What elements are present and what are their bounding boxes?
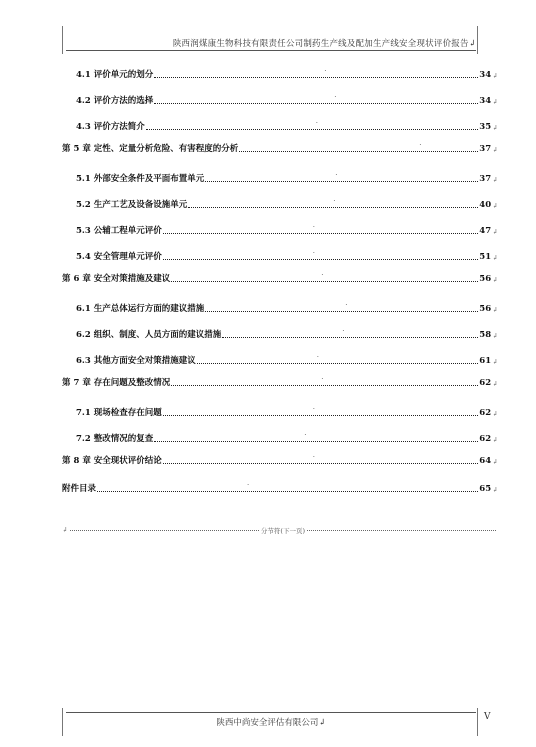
toc-entry-title: 5.3 公辅工程单元评价 xyxy=(76,226,162,236)
toc-leader-mark: · xyxy=(324,67,327,75)
toc-leader-dots xyxy=(154,67,478,78)
toc-leader-mark: · xyxy=(312,223,315,231)
toc-leader-dots xyxy=(197,353,479,364)
toc-entry-page: 65 xyxy=(479,484,492,494)
toc-entry[interactable] xyxy=(62,170,498,184)
toc-leader-mark: · xyxy=(334,93,337,101)
toc-entry[interactable] xyxy=(62,196,498,210)
toc-leader-dots xyxy=(188,197,478,208)
toc-entry-mark: ↲ xyxy=(492,254,498,262)
toc-leader-dots xyxy=(154,93,478,104)
toc-entry-page: 61 xyxy=(479,356,492,366)
toc-entry-page: 62 xyxy=(479,378,492,388)
section-break xyxy=(62,525,498,535)
toc-entry[interactable] xyxy=(62,404,498,418)
toc-entry-title: 7.1 现场检查存在问题 xyxy=(76,408,162,418)
toc-entry-title: 4.2 评价方法的选择 xyxy=(76,96,154,106)
toc-entry-mark: ↲ xyxy=(492,410,498,418)
toc-entry[interactable] xyxy=(62,270,498,284)
toc-leader-mark: · xyxy=(247,481,250,489)
toc-entry-mark: ↲ xyxy=(492,380,498,388)
toc-entry-mark: ↲ xyxy=(492,358,498,366)
toc-entry-title: 4.1 评价单元的划分 xyxy=(76,70,154,80)
toc-leader-dots xyxy=(163,223,479,234)
toc-leader-dots xyxy=(146,119,479,130)
header-mark: ↲ xyxy=(468,39,476,49)
toc-entry-mark: ↲ xyxy=(492,98,498,106)
footer-corner-left xyxy=(62,708,63,736)
toc-entry-title: 6.2 组织、制度、人员方面的建议措施 xyxy=(76,330,222,340)
toc-leader-mark: · xyxy=(304,431,307,439)
page-number: V xyxy=(484,712,491,722)
toc-entry-page: 37 xyxy=(479,144,492,154)
toc-entry-mark: ↲ xyxy=(492,436,498,444)
toc-entry-mark: ↲ xyxy=(492,202,498,210)
toc-entry[interactable] xyxy=(62,92,498,106)
header-corner-left xyxy=(62,26,63,54)
section-break-label: 分节符(下一页) xyxy=(260,526,305,535)
toc-entry-page: 35 xyxy=(479,122,492,132)
toc-entry-title: 第 8 章 安全现状评价结论 xyxy=(62,456,162,466)
toc-entry[interactable] xyxy=(62,452,498,466)
toc-entry-mark: ↲ xyxy=(492,124,498,132)
toc-leader-dots xyxy=(171,271,478,282)
header-corner-right xyxy=(477,26,478,54)
toc-leader-mark: · xyxy=(335,171,338,179)
toc-leader-dots xyxy=(163,453,478,464)
toc-entry-page: 62 xyxy=(479,434,492,444)
toc-entry-title: 5.2 生产工艺及设备设施单元 xyxy=(76,200,188,210)
section-break-line-right xyxy=(307,529,496,531)
toc-entry-mark: ↲ xyxy=(492,146,498,154)
toc-entry-title: 6.1 生产总体运行方面的建议措施 xyxy=(76,304,205,314)
toc-entry-title: 第 6 章 安全对策措施及建议 xyxy=(62,274,171,284)
toc-leader-dots xyxy=(239,141,478,152)
toc-entry-page: 51 xyxy=(479,252,492,262)
toc-leader-mark: · xyxy=(342,327,345,335)
toc-entry[interactable] xyxy=(62,480,498,494)
toc-entry-page: 62 xyxy=(479,408,492,418)
section-break-line-left xyxy=(70,529,259,531)
toc-entry[interactable] xyxy=(62,248,498,262)
toc-entry-mark: ↲ xyxy=(492,72,498,80)
toc-entry-title: 4.3 评价方法简介 xyxy=(76,122,145,132)
toc-leader-dots xyxy=(205,301,478,312)
toc-entry-page: 47 xyxy=(479,226,492,236)
toc-entry-mark: ↲ xyxy=(492,276,498,284)
toc-entry-page: 58 xyxy=(479,330,492,340)
toc-leader-mark: · xyxy=(312,249,315,257)
toc-entry-mark: ↲ xyxy=(492,332,498,340)
toc-entry[interactable] xyxy=(62,222,498,236)
toc-entry-mark: ↲ xyxy=(492,176,498,184)
toc-leader-mark: · xyxy=(321,375,324,383)
toc-entry-title: 6.3 其他方面安全对策措施建议 xyxy=(76,356,196,366)
footer-corner-right xyxy=(477,708,478,736)
toc-leader-mark: · xyxy=(312,453,316,461)
toc-entry-page: 56 xyxy=(479,274,492,284)
toc-entry-title: 附件目录 xyxy=(62,484,97,494)
toc-entry[interactable] xyxy=(62,430,498,444)
toc-leader-mark: · xyxy=(333,197,336,205)
toc-entry-page: 64 xyxy=(479,456,492,466)
toc-entry[interactable] xyxy=(62,326,498,340)
toc-entry-mark: ↲ xyxy=(492,228,498,236)
toc-entry-title: 第 5 章 定性、定量分析危险、有害程度的分析 xyxy=(62,144,239,154)
page-header xyxy=(66,32,476,51)
toc-leader-dots xyxy=(163,405,479,416)
toc-leader-mark: · xyxy=(316,353,319,361)
toc-leader-mark: · xyxy=(345,301,348,309)
toc-entry-mark: ↲ xyxy=(492,458,498,466)
toc-leader-dots xyxy=(222,327,478,338)
toc-entry[interactable] xyxy=(62,118,498,132)
toc-entry[interactable] xyxy=(62,352,498,366)
toc-entry-page: 40 xyxy=(479,200,492,210)
footer-company: 陕西中尚安全评估有限公司 xyxy=(216,718,319,728)
toc-entry[interactable] xyxy=(62,66,498,80)
toc-entry-mark: ↲ xyxy=(492,306,498,314)
toc-entry-title: 5.4 安全管理单元评价 xyxy=(76,252,162,262)
toc-entry-page: 37 xyxy=(479,174,492,184)
toc-entry-page: 34 xyxy=(479,96,492,106)
toc-leader-mark: · xyxy=(321,271,324,279)
section-break-mark: ↲ xyxy=(62,526,68,534)
toc-entry[interactable] xyxy=(62,374,498,388)
toc-entry-title: 第 7 章 存在问题及整改情况 xyxy=(62,378,171,388)
toc-entry-page: 34 xyxy=(479,70,492,80)
toc-entry-page: 56 xyxy=(479,304,492,314)
toc-leader-mark: · xyxy=(315,119,318,127)
toc-entry-mark: ↲ xyxy=(492,486,498,494)
toc-leader-mark: · xyxy=(419,141,422,149)
toc-entry[interactable] xyxy=(62,300,498,314)
toc-leader-dots xyxy=(163,249,479,260)
toc-leader-mark: · xyxy=(312,405,315,413)
toc-entry-title: 5.1 外部安全条件及平面布置单元 xyxy=(76,174,205,184)
toc-entry[interactable] xyxy=(62,140,498,154)
page-footer xyxy=(66,712,476,727)
toc-leader-dots xyxy=(154,431,478,442)
toc-leader-dots xyxy=(205,171,478,182)
toc-entry-title: 7.2 整改情况的复查 xyxy=(76,434,154,444)
toc-leader-dots xyxy=(171,375,478,386)
toc-leader-dots xyxy=(97,481,478,492)
footer-mark: ↲ xyxy=(318,718,326,728)
header-title: 陕西润煤康生物科技有限责任公司制药生产线及配加生产线安全现状评价报告 xyxy=(172,39,469,49)
